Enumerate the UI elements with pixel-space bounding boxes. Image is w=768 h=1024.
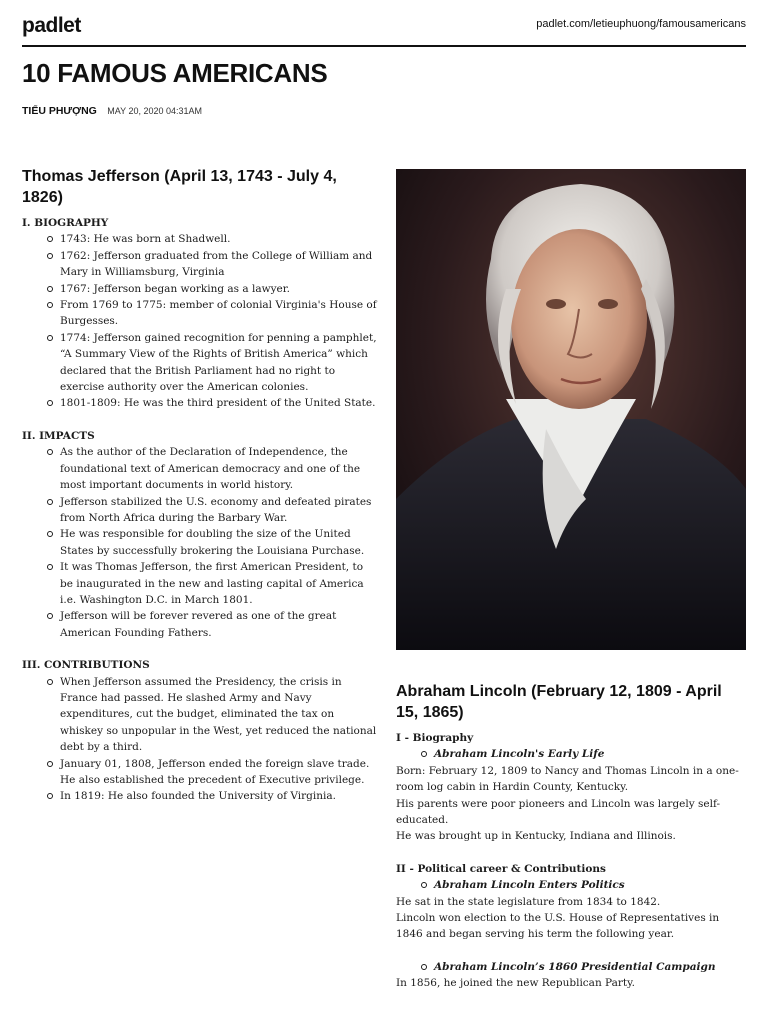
list-item: Abraham Lincoln’s 1860 Presidential Campaign (434, 959, 746, 975)
padlet-url[interactable]: padlet.com/letieuphuong/famousamericans (536, 18, 746, 30)
list-item: 1743: He was born at Shadwell. (60, 231, 378, 247)
jefferson-biography-list (22, 231, 378, 411)
lincoln-post (396, 681, 746, 992)
lincoln-biography-heading: I - Biography (396, 732, 474, 744)
list-item: Abraham Lincoln Enters Politics (434, 877, 746, 893)
jefferson-post (22, 166, 378, 805)
post-date: MAY 20, 2020 04:31AM (107, 106, 203, 116)
jefferson-contributions-list (22, 674, 378, 805)
lincoln-campaign-list (396, 959, 746, 975)
author-name[interactable]: TIỂU PHƯỢNG (22, 105, 97, 117)
list-item: Jefferson stabilized the U.S. economy and defeated pirates from North Africa during the Barbary War. (60, 494, 378, 527)
jefferson-contributions-heading: III. CONTRIBUTIONS (22, 659, 150, 672)
jefferson-impacts-list (22, 444, 378, 641)
lincoln-title: Abraham Lincoln (February 12, 1809 - April 15, 1865) (396, 683, 722, 721)
jefferson-biography-heading: I. BIOGRAPHY (22, 217, 109, 229)
spacer (22, 412, 378, 428)
paragraph: Born: February 12, 1809 to Nancy and Thomas Lincoln in a one-room log cabin in Hardin County, Kentucky. (396, 764, 739, 794)
paragraph: He sat in the state legislature from 1834 to 1842. (396, 895, 661, 908)
list-item: In 1819: He also founded the University of Virginia. (60, 788, 378, 804)
jefferson-portrait[interactable] (396, 169, 746, 650)
spacer (22, 641, 378, 657)
jefferson-impacts-heading: II. IMPACTS (22, 429, 95, 442)
lincoln-career-heading: II - Political career & Contributions (396, 862, 606, 875)
paragraph: He was brought up in Kentucky, Indiana and Illinois. (396, 830, 676, 843)
paragraph: His parents were poor pioneers and Lincoln was largely self-educated. (396, 797, 721, 827)
jefferson-title: Thomas Jefferson (April 13, 1743 - July 4, 1826) (22, 168, 337, 206)
post-meta (22, 101, 202, 119)
spacer (396, 845, 746, 861)
spacer (396, 943, 746, 959)
top-bar (22, 12, 746, 47)
portrait-illustration (396, 169, 746, 650)
list-item: As the author of the Declaration of Independence, the foundational text of American democracy and one of the most important documents in world history. (60, 444, 378, 493)
list-item: It was Thomas Jefferson, the first American President, to be inaugurated in the new and lasting capital of America i.e. Washington D.C. in March 1801. (60, 559, 378, 608)
paragraph: In 1856, he joined the new Republican Party. (396, 977, 636, 990)
list-item: January 01, 1808, Jefferson ended the foreign slave trade. He also established the precedent of Executive privilege. (60, 756, 378, 789)
list-item: 1767: Jefferson began working as a lawyer. (60, 281, 378, 297)
list-item: 1774: Jefferson gained recognition for penning a pamphlet, “A Summary View of the Rights of British America” which declared that the British Parliament had no right to exercise authority over the American colonies. (60, 330, 378, 396)
list-item: He was responsible for doubling the size of the United States by successfully brokering the Louisiana Purchase. (60, 526, 378, 559)
list-item: 1801-1809: He was the third president of the United State. (60, 395, 378, 411)
page-title: 10 FAMOUS AMERICANS (22, 58, 328, 88)
list-item: 1762: Jefferson graduated from the College of William and Mary in Williamsburg, Virginia (60, 248, 378, 281)
lincoln-early-life-list (396, 746, 746, 762)
paragraph: Lincoln won election to the U.S. House of Representatives in 1846 and began serving his term the following year. (396, 912, 720, 941)
list-item: Abraham Lincoln's Early Life (434, 746, 746, 762)
list-item: Jefferson will be forever revered as one of the great American Founding Fathers. (60, 608, 378, 641)
list-item: From 1769 to 1775: member of colonial Virginia's House of Burgesses. (60, 297, 378, 330)
padlet-logo[interactable]: padlet (22, 14, 81, 37)
lincoln-politics-list (396, 877, 746, 893)
list-item: When Jefferson assumed the Presidency, the crisis in France had passed. He slashed Army and Navy expenditures, cut the budget, eliminated the tax on whiskey so unpopular in the West, yet reduced the national debt by a third. (60, 674, 378, 756)
